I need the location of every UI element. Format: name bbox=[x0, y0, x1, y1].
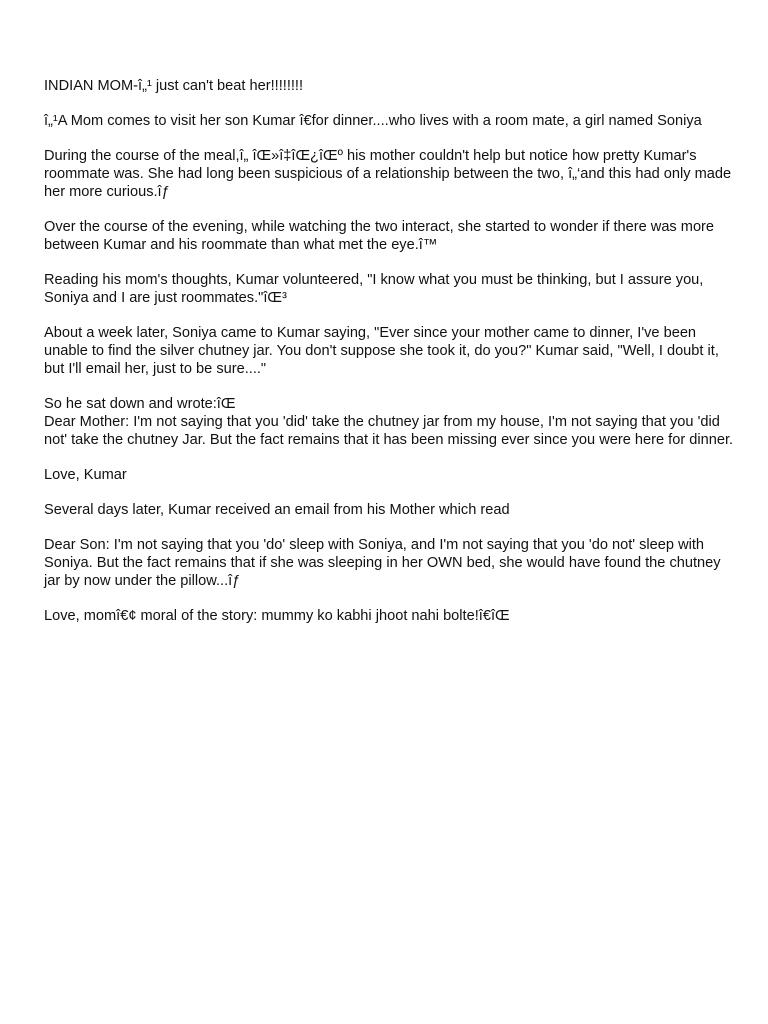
signature-kumar: Love, Kumar bbox=[44, 467, 127, 483]
paragraph-reading-thoughts: Reading his mom's thoughts, Kumar volunteered, "I know what you must be thinking, but I assure you, Soniya and I are just roommates."îŒ³ bbox=[44, 272, 704, 306]
paragraph-days-later: Several days later, Kumar received an email from his Mother which read bbox=[44, 502, 510, 518]
paragraph-week-later: About a week later, Soniya came to Kumar saying, "Ever since your mother came to dinner, I've been unable to find the silver chutney jar. You don't suppose she took it, do you?" Kumar said, "Well, I doubt it, but I'll email her, just to be sure...." bbox=[44, 325, 719, 377]
paragraph-meal: During the course of the meal,î„ îŒ»î‡îŒ¿îŒº his mother couldn't help but notice how pretty Kumar's roommate was. She had long been suspicious of a relationship between the two, î„‘and this had only made her more curious.îƒ bbox=[44, 148, 732, 200]
paragraph-letter-to-mother: So he sat down and wrote:îŒ Dear Mother: I'm not saying that you 'did' take the chutney jar from my house, I'm not saying that you 'did not' take the chutney Jar. But the fact remains that it has been missing ever since you were here for dinner. bbox=[44, 396, 734, 448]
paragraph-letter-to-son: Dear Son: I'm not saying that you 'do' sleep with Soniya, and I'm not saying that you 'do not' sleep with Soniya. But the fact remains that if she was sleeping in her OWN bed, she would have found the chutney jar by now under the pillow...îƒ bbox=[44, 537, 721, 589]
paragraph-intro: î„¹A Mom comes to visit her son Kumar î€for dinner....who lives with a room mate, a girl named Soniya bbox=[44, 113, 702, 129]
paragraph-evening: Over the course of the evening, while watching the two interact, she started to wonder if there was more between Kumar and his roommate than what met the eye.î™ bbox=[44, 219, 715, 253]
paragraph-closing-moral: Love, momî€¢ moral of the story: mummy ko kabhi jhoot nahi bolte!î€îŒ bbox=[44, 608, 510, 624]
document-page bbox=[44, 77, 734, 642]
document-title: INDIAN MOM-î„¹ just can't beat her!!!!!!!! bbox=[44, 78, 304, 94]
